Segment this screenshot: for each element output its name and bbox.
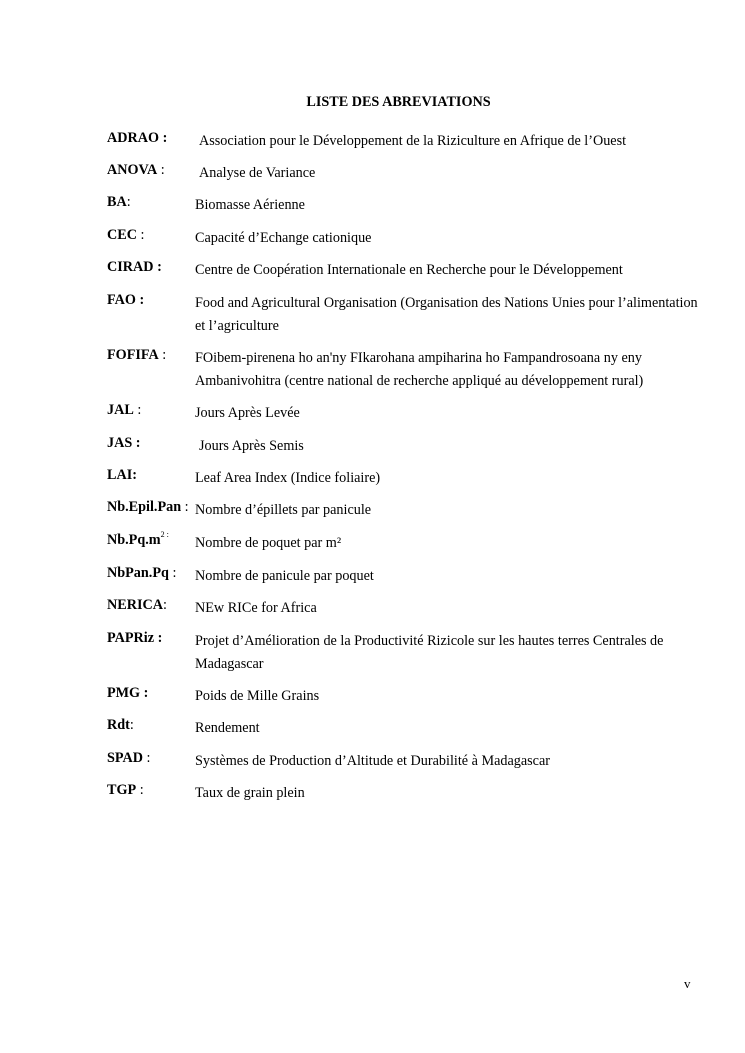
abbreviation-term: [107, 565, 176, 582]
abbreviation-term: [107, 782, 144, 799]
abbreviation-separator: :: [158, 347, 167, 363]
abbreviation-code: BA: [107, 194, 127, 210]
abbreviation-separator: :: [154, 630, 163, 646]
abbreviation-code: FAO: [107, 292, 136, 308]
abbreviation-term: [107, 259, 162, 276]
abbreviation-definition: Biomasse Aérienne: [195, 197, 305, 213]
abbreviation-term: [107, 685, 148, 702]
abbreviation-separator: :: [126, 194, 131, 210]
abbreviation-definition: NEw RICe for Africa: [195, 600, 317, 616]
abbreviation-definition: Nombre de poquet par m²: [195, 535, 342, 551]
abbreviation-term: [107, 499, 189, 516]
abbreviation-definition: Nombre d’épillets par panicule: [195, 502, 372, 518]
abbreviation-definition: FOibem-pirenena ho an'ny FIkarohana ampiharina ho Fampandrosoana ny eny Ambanivohitra (centre national de recherche appliqué au développement rural): [195, 350, 644, 389]
abbreviation-term: [107, 347, 166, 364]
abbreviation-separator: :: [132, 435, 141, 451]
abbreviation-code: JAL: [107, 402, 134, 418]
abbreviation-separator: :: [140, 685, 149, 701]
abbreviation-definition: Jours Après Levée: [195, 405, 300, 421]
abbreviation-definition: Taux de grain plein: [195, 785, 305, 801]
abbreviation-term: [107, 194, 131, 211]
abbreviation-code: LAI: [107, 467, 133, 483]
abbreviation-definition: Food and Agricultural Organisation (Organisation des Nations Unies pour l’alimentation et l’agriculture: [195, 295, 698, 334]
abbreviation-code: TGP: [107, 782, 137, 798]
abbreviation-term: [107, 630, 162, 647]
abbreviation-code: NbPan.Pq: [107, 565, 169, 581]
abbreviation-definition: Capacité d’Echange cationique: [195, 230, 372, 246]
abbreviation-code: Rdt: [107, 717, 130, 733]
abbreviation-term: [107, 750, 151, 767]
page-number: v: [684, 976, 691, 991]
abbreviation-term: [107, 227, 144, 244]
abbreviation-term: [107, 292, 144, 309]
abbreviation-term: [107, 467, 137, 484]
abbreviation-term: [107, 435, 141, 452]
abbreviation-code: CEC: [107, 227, 137, 243]
abbreviation-definition: Projet d’Amélioration de la Productivité Rizicole sur les hautes terres Centrales de Madagascar: [195, 633, 664, 672]
abbreviation-definition: Poids de Mille Grains: [195, 688, 320, 704]
abbreviation-separator: :: [133, 402, 142, 418]
abbreviation-separator: :: [181, 499, 189, 515]
abbreviation-separator: :: [168, 565, 177, 581]
abbreviation-superscript: 2 :: [160, 530, 169, 540]
abbreviation-term: [107, 130, 167, 147]
abbreviation-definition: Analyse de Variance: [199, 165, 316, 181]
abbreviation-definition: Centre de Coopération Internationale en Recherche pour le Développement: [195, 262, 623, 278]
abbreviation-code: Nb.Pq.m: [107, 532, 161, 548]
abbreviation-definition: Association pour le Développement de la Riziculture en Afrique de l’Ouest: [199, 133, 627, 149]
abbreviation-code: ANOVA: [107, 162, 158, 178]
abbreviation-code: PMG: [107, 685, 141, 701]
abbreviation-term: [107, 162, 165, 179]
abbreviation-code: NERICA: [107, 597, 163, 613]
abbreviation-separator: :: [143, 750, 151, 766]
abbreviation-separator: :: [132, 467, 137, 483]
abbreviation-code: CIRAD: [107, 259, 154, 275]
page-title: LISTE DES ABREVIATIONS: [306, 94, 491, 110]
abbreviation-code: ADRAO: [107, 130, 160, 146]
abbreviation-definition: Rendement: [195, 720, 260, 736]
abbreviation-term: [107, 402, 141, 419]
abbreviation-code: FOFIFA: [107, 347, 159, 363]
abbreviation-term: [107, 532, 169, 549]
abbreviation-code: JAS: [107, 435, 133, 451]
abbreviation-definition: Nombre de panicule par poquet: [195, 568, 374, 584]
abbreviation-separator: :: [162, 597, 167, 613]
abbreviation-term: [107, 717, 134, 734]
abbreviation-separator: :: [159, 130, 168, 146]
abbreviation-separator: :: [153, 259, 162, 275]
abbreviation-code: Nb.Epil.Pan: [107, 499, 182, 515]
abbreviation-definition: Leaf Area Index (Indice foliaire): [195, 470, 381, 486]
abbreviation-separator: :: [129, 717, 134, 733]
abbreviation-separator: :: [136, 227, 145, 243]
abbreviation-separator: :: [136, 782, 144, 798]
abbreviation-term: [107, 597, 167, 614]
abbreviation-code: SPAD: [107, 750, 143, 766]
abbreviation-definition: Systèmes de Production d’Altitude et Durabilité à Madagascar: [195, 753, 550, 769]
abbreviation-code: PAPRiz: [107, 630, 155, 646]
abbreviation-separator: :: [157, 162, 165, 178]
abbreviation-separator: :: [135, 292, 145, 308]
abbreviation-definition: Jours Après Semis: [199, 438, 304, 454]
